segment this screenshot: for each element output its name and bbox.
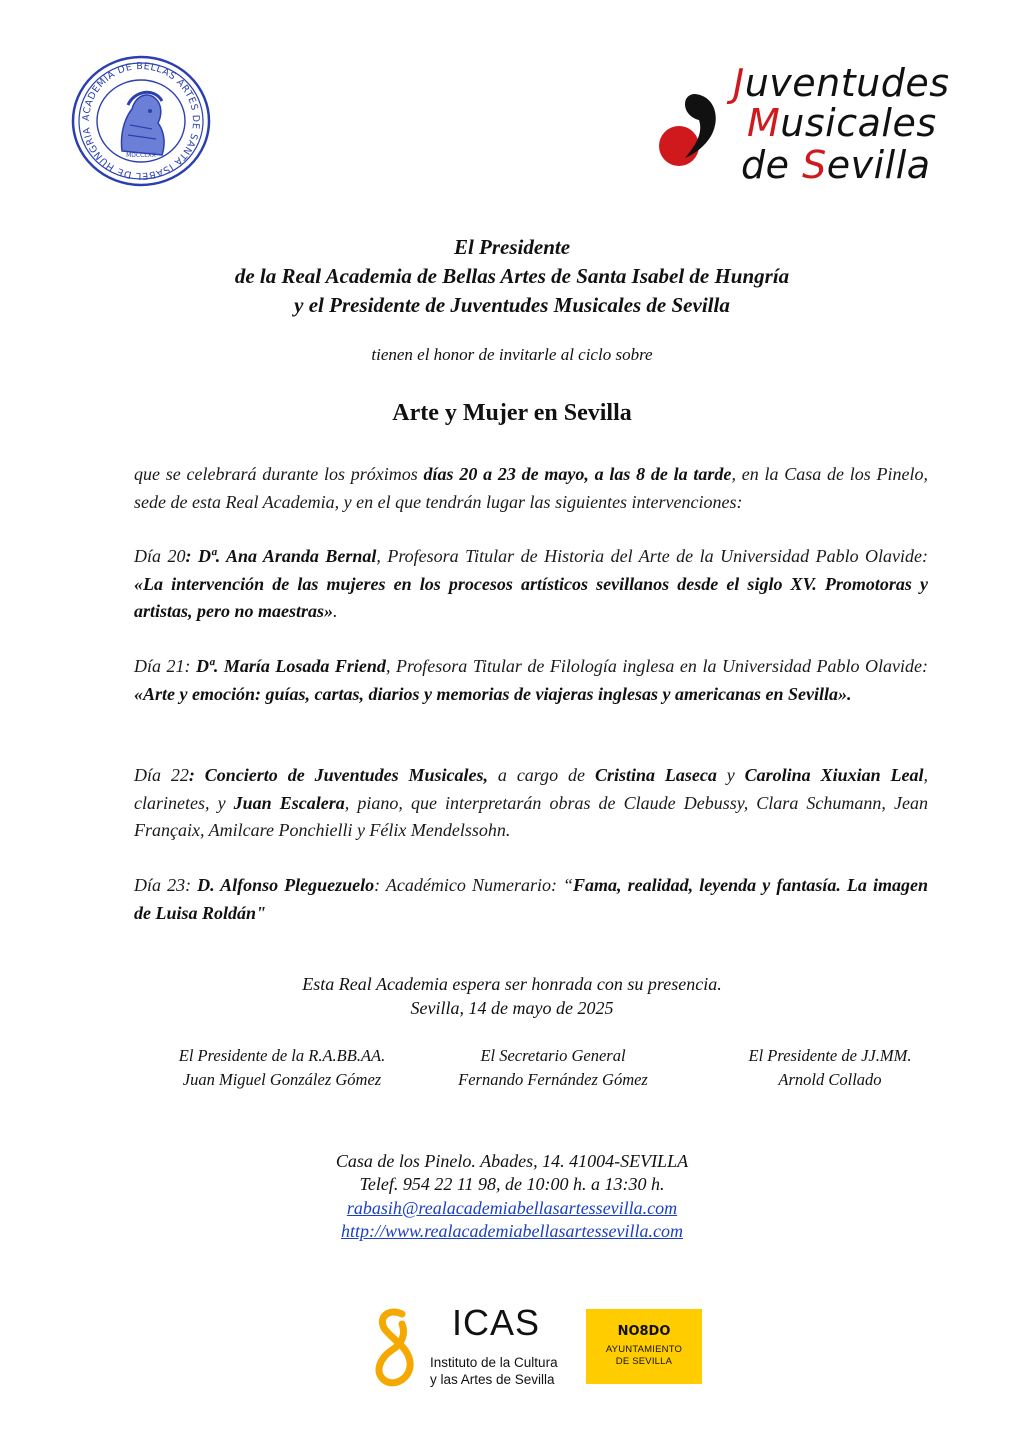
signature-name: Arnold Collado [778, 1070, 882, 1089]
email-link-row [0, 1197, 1024, 1221]
closing-date: Sevilla, 14 de mayo de 2025 [410, 998, 614, 1018]
seal-ring-text: ACADEMIA DE BELLAS ARTES DE SANTA ISABEL DE HUNGRIA [80, 60, 202, 182]
ayuntamiento-sevilla-logo [586, 1309, 702, 1384]
invite-text: tienen el honor de invitarle al ciclo sobre [371, 345, 653, 364]
icas-title: ICAS [452, 1302, 541, 1343]
header-line-1: El Presidente [453, 235, 571, 259]
icas-subtitle-line-1: Instituto de la Cultura [430, 1355, 558, 1370]
day-20-paragraph: Día 20: Dª. Ana Aranda Bernal, Profesora Titular de Historia del Arte de la Universidad Pablo Olavide: «La intervención de las mujeres en los procesos artísticos sevillanos desde el siglo XV. Promotoras y artistas, pero no maestras». [134, 546, 929, 621]
icas-subtitle-line-2: y las Artes de Sevilla [430, 1372, 555, 1387]
signature-name: Fernando Fernández Gómez [458, 1070, 648, 1089]
event-title: Arte y Mujer en Sevilla [392, 400, 632, 426]
day-23-paragraph: Día 23: D. Alfonso Pleguezuelo: Académico Numerario: “Fama, realidad, leyenda y fantasía. La imagen de Luisa Roldán" [134, 875, 928, 923]
seal-date: MDCCLXX [126, 152, 156, 159]
icas-s-mark-icon [372, 1306, 418, 1388]
jm-comma-mark-icon [655, 88, 723, 168]
signature-block-president-jjmm [670, 1044, 990, 1092]
address-line: Casa de los Pinelo. Abades, 14. 41004-SEVILLA [335, 1151, 689, 1171]
seal-graphic [70, 55, 212, 187]
jm-logo-line-3: de Sevilla [741, 143, 931, 187]
phone-hours-line: Telef. 954 22 11 98, de 10:00 h. a 13:30 h. [359, 1174, 665, 1194]
jm-logo-line-1: Juventudes [733, 61, 950, 105]
intro-paragraph: que se celebrará durante los próximos días 20 a 23 de mayo, a las 8 de la tarde, en la Casa de los Pinelo, sede de esta Real Academia, y en el que tendrán lugar las siguientes intervenciones: [134, 464, 929, 512]
email-link[interactable]: rabasih@realacademiabellasartessevilla.com [346, 1198, 678, 1218]
ayuntamiento-label: AYUNTAMIENTO [605, 1344, 683, 1355]
day-22-paragraph: Día 22: Concierto de Juventudes Musicales, a cargo de Cristina Laseca y Carolina Xiuxian Leal, clarinetes, y Juan Escalera, piano, que interpretarán obras de Claude Debussy, Clara Schumann, Jean Françaix, Amilcare Ponchielli y Félix Mendelssohn. [134, 765, 928, 840]
website-link-row [0, 1220, 1024, 1244]
signature-title: El Secretario General [480, 1046, 626, 1065]
juventudes-musicales-logo [655, 58, 950, 190]
signature-name: Juan Miguel González Gómez [182, 1070, 382, 1089]
signature-title: El Presidente de JJ.MM. [748, 1046, 912, 1065]
closing-line-1: Esta Real Academia espera ser honrada con su presencia. [302, 974, 722, 994]
jm-logo-line-2: Musicales [747, 101, 937, 145]
day-21-paragraph: Día 21: Dª. María Losada Friend, Profesora Titular de Filología inglesa en la Universidad Pablo Olavide: «Arte y emoción: guías, cartas, diarios y memorias de viajeras inglesas y americanas en Sevilla». [134, 656, 928, 704]
academy-seal-logo [70, 55, 212, 187]
header-line-2: de la Real Academia de Bellas Artes de Santa Isabel de Hungría [234, 264, 790, 288]
website-link[interactable]: http://www.realacademiabellasartessevilla.com [341, 1221, 683, 1241]
signature-block-secretary [393, 1044, 713, 1092]
no8do-mark: NO8DO [617, 1324, 671, 1339]
signature-title: El Presidente de la R.A.BB.AA. [178, 1046, 386, 1065]
de-sevilla-label: DE SEVILLA [615, 1356, 673, 1367]
header-line-3: y el Presidente de Juventudes Musicales de Sevilla [294, 293, 730, 317]
